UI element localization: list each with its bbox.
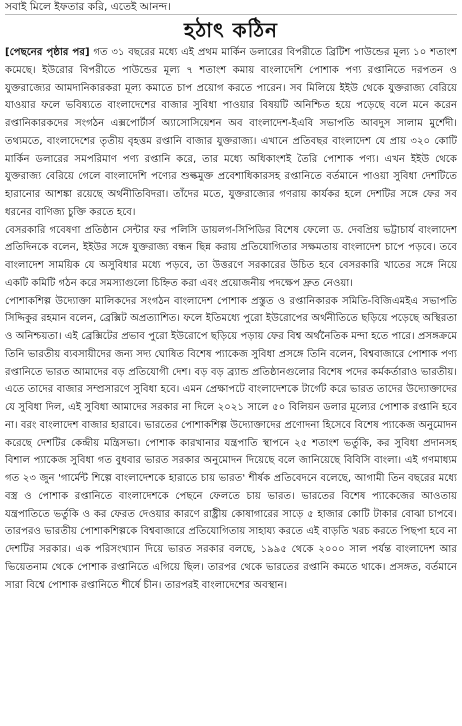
article-body — [5, 44, 457, 718]
paragraph-text: পোশাকশিল্প উদ্যোক্তা মালিকদের সংগঠন বাংলাদেশ পোশাক প্রস্তুত ও রপ্তানিকারক সমিতি-বিজিএমইএ সভাপতি সিদ্দিকুর রহমান বলেন, ব্রেক্সিট অপ্রত্যাশিত। ফলে ইতিমধ্যে পুরো ইউরোপের অর্থনীতিতে ছড়িয়ে পড়েছে অস্থিরতা ও অনিশ্চয়তা। এই ব্রেক্সিটের প্রভাব পুরো ইউরোপে ছড়িয়ে পড়ায় ফের বিশ্ব অর্থনৈতিক মন্দা হতে পারে। প্রসঙ্গক্রমে তিনি ভারতীয় ব্যবসায়ীদের জন্য সদ্য ঘোষিত বিশেষ প্যাকেজ সুবিধা প্রসঙ্গে তিনি বলেন, বিশ্ববাজারে পোশাক পণ্য রপ্তানিতে ভারত আমাদের বড় প্রতিযোগী দেশ। বড় বড় ব্র্যান্ড প্রতিষ্ঠানগুলোর বিশেষ পদের কর্মকর্তারাও ভারতীয়। এতে তাদের বাজার সম্প্রসারণে সুবিধা হবে। এমন প্রেক্ষাপটে বাংলাদেশকে টার্গেট করে ভারত তাদের উদ্যোক্তাদের যে সুবিধা দিল, এই সুবিধা আমাদের সরকার না দিলে ২০২১ সালে ৫০ বিলিয়ন ডলার মূল্যের পোশাক রপ্তানি হবে না। বরং বাংলাদেশ বাজার হারাবে। ভারতের পোশাকশিল্প উদ্যোক্তাদের প্রণোদনা হিসেবে বিশেষ প্যাকেজ অনুমোদন করেছে দেশটির কেন্দ্রীয় মন্ত্রিসভা। পোশাক কারখানার যন্ত্রপাতি স্থাপনে ২৫ শতাংশ ভর্তুকি, কর সুবিধা প্রদানসহ বিশাল প্যাকেজ সুবিধা গত বুধবার ভারত সরকার অনুমোদন দিয়েছে বলে জানিয়েছে বিবিসি বাংলা। এই গণমাধ্যম গত ২৩ জুন 'গার্মেন্ট শিল্পে বাংলাদেশকে হারাতে চায় ভারত' শীর্ষক প্রতিবেদনে বলেছে, আগামী তিন বছরের মধ্যে বস্ত্র ও পোশাক রপ্তানিতে বাংলাদেশকে পেছনে ফেলতে চায় ভারত। ভারতের বিশেষ প্যাকেজের আওতায় যন্ত্রপাতিতে ভর্তুকি ও কর ফেরত দেওয়ার কারণে রাষ্ট্রীয় কোষাগারের সাড়ে ৫ হাজার কোটি টাকার বোঝা চাপবে। তারপরও ভারতীয় পোশাকশিল্পকে বিশ্ববাজারে প্রতিযোগিতায় সাহায্য করতে এই বাড়তি খরচ করতে পিছপা হবে না দেশটির সরকার। এক পরিসংখ্যান দিয়ে ভারত সরকার বলছে, ১৯৯৫ থেকে ২০০০ সাল পর্যন্ত বাংলাদেশ আর ভিয়েতনাম থেকে পোশাক রপ্তানিতে এগিয়ে ছিল। তারপর থেকে ভারতের রপ্তানি কমতে থাকে। প্রসঙ্গত, বর্তমানে সারা বিশ্বে পোশাক রপ্তানিতে শীর্ষে চীন। তারপরই বাংলাদেশের অবস্থান। — [5, 295, 457, 591]
continuation-tag: [পেছনের পৃষ্ঠার পর] — [5, 47, 90, 58]
article-paragraph — [5, 293, 457, 595]
previous-article-tail: সবাই মিলে ইফতার করি, এতেই আনন্দ। — [5, 0, 457, 15]
paragraph-text: বেসরকারি গবেষণা প্রতিষ্ঠান সেন্টার ফর পলিসি ডায়লগ-সিপিডির বিশেষ ফেলো ড. দেবপ্রিয় ভট্টাচার্য বাংলাদেশ প্রতিদিনকে বলেন, ইইউর সঙ্গে যুক্তরাজ্য বন্ধন ছিন্ন করায় প্রতিযোগিতার সক্ষমতায় বাংলাদেশ চাপে পড়বে। তবে বাংলাদেশ সাময়িক যে অসুবিধার মধ্যে পড়বে, তা উত্তরণে সরকারের উচিত হবে বেসরকারি খাতের সঙ্গে নিয়ে একটি কমিটি গঠন করে সমস্যাগুলো চিহ্নিত করা এবং প্রয়োজনীয় পদক্ষেপ দ্রুত নেওয়া। — [5, 224, 457, 289]
article-headline: হঠাৎ কঠিন — [184, 18, 278, 42]
article-paragraph — [5, 222, 457, 293]
article-paragraph — [5, 44, 457, 222]
paragraph-text: গত ৩১ বছরের মধ্যে এই প্রথম মার্কিন ডলারের বিপরীতে ব্রিটিশ পাউন্ডের মূল্য ১০ শতাংশ কমেছে। ইউরোর বিপরীতে পাউন্ডের মূল্য ৭ শতাংশ কমায় বাংলাদেশি পোশাক পণ্য রপ্তানিতে দরপতন ও যুক্তরাজ্যের আমদানিকারকরা মূল্য কমাতে চাপ প্রয়োগ করতে পারেন। সব মিলিয়ে ইইউ থেকে যুক্তরাজ্য বেরিয়ে যাওয়ার ফলে ভবিষ্যতে বাংলাদেশের বাজার সুবিধা পাওয়ার বিষয়টি অনিশ্চিত হয়ে পড়েছে বলে মনে করেন রপ্তানিকারকদের সংগঠন এক্সপোর্টার্স অ্যাসোসিয়েশন অব বাংলাদেশ-ইএবি সভাপতি আবদুস সালাম মুর্শেদী। তথ্যমতে, বাংলাদেশের তৃতীয় বৃহত্তম রপ্তানি বাজার যুক্তরাজ্য। এখানে প্রতিবছর বাংলাদেশ যে প্রায় ৩২০ কোটি মার্কিন ডলারের সমপরিমাণ পণ্য রপ্তানি করে, তার মধ্যে অধিকাংশই তৈরি পোশাক পণ্য। এখন ইইউ থেকে যুক্তরাজ্য বেরিয়ে গেলে বাংলাদেশি পণ্যের শুল্কমুক্ত প্রবেশাধিকারসহ রপ্তানিতে বর্তমানে পাওয়া সুবিধা দেশটিতে হারানোর আশঙ্কা রয়েছে অর্থনীতিবিদরা। তাঁদের মতে, যুক্তরাজ্যের গণরায় কার্যকর হলে দেশটির সঙ্গে ফের সব ধরনের বাণিজ্য চুক্তি করতে হবে। — [5, 47, 457, 218]
